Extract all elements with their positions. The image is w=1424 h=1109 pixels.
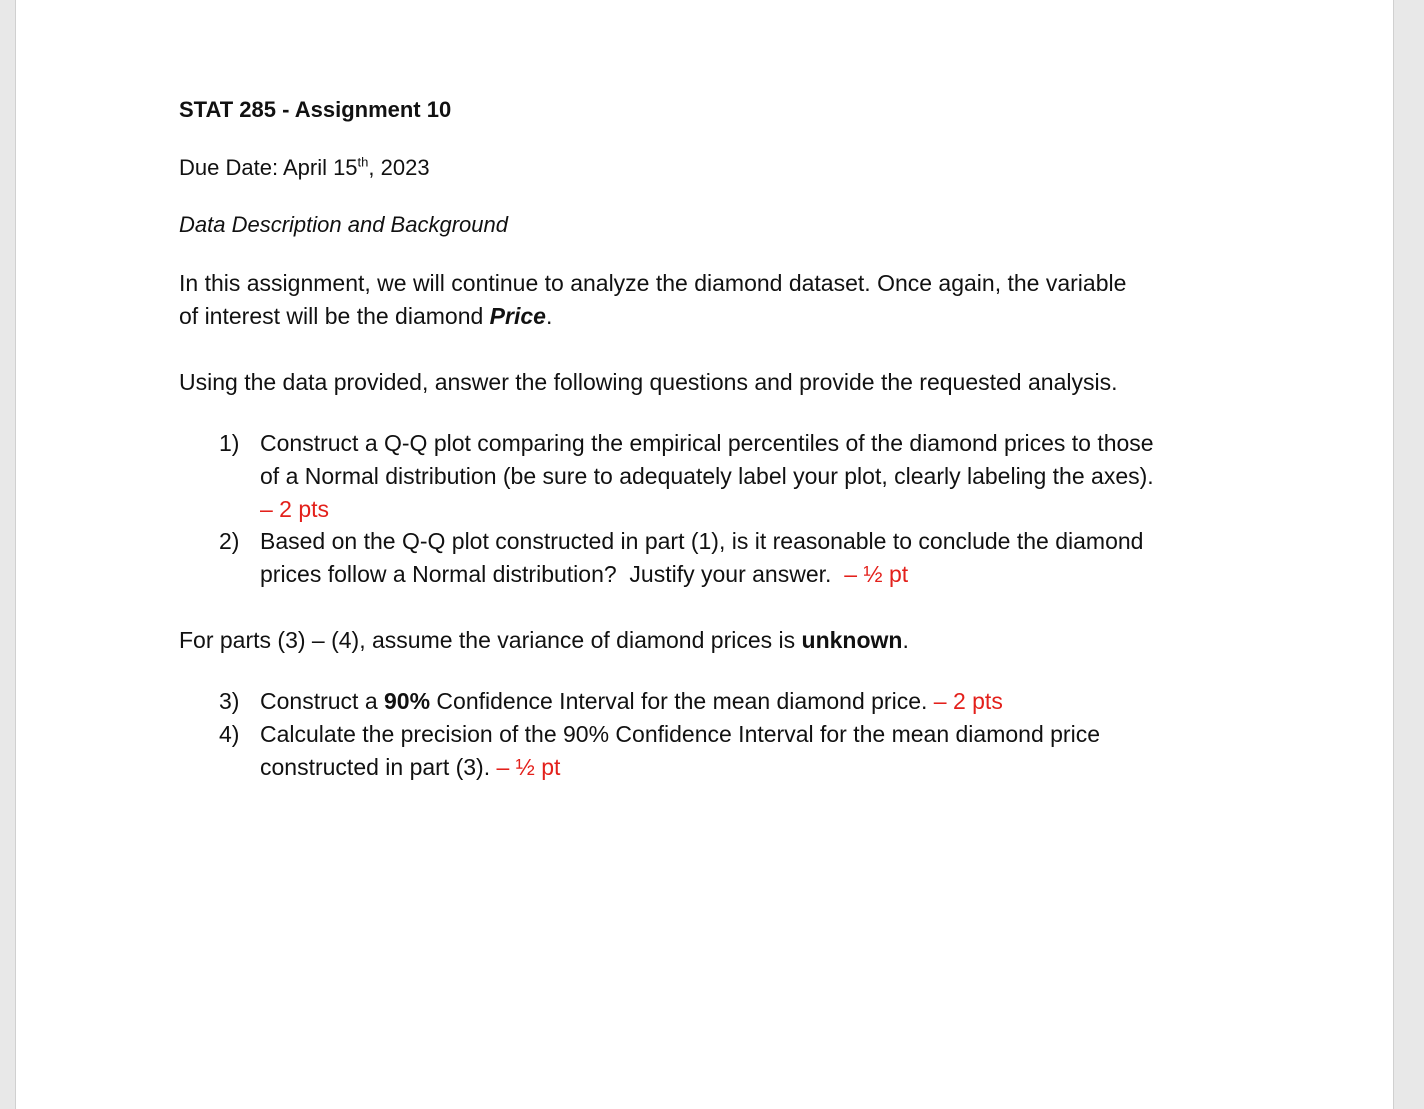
due-date-prefix: Due Date: April 15 — [179, 155, 358, 180]
due-date-suffix: , 2023 — [368, 155, 430, 180]
question-2-number: 2) — [219, 528, 240, 554]
question-4-line-2 — [260, 751, 560, 784]
question-3-number: 3) — [219, 688, 240, 714]
variance-note — [179, 624, 909, 657]
question-3-line — [260, 685, 1003, 718]
question-2-points: – ½ pt — [844, 561, 909, 587]
price-emphasis: Price — [489, 303, 546, 329]
question-4-line-1: Calculate the precision of the 90% Confidence Interval for the mean diamond price — [260, 721, 1100, 747]
question-2-line-1: Based on the Q-Q plot constructed in part (1), is it reasonable to conclude the diamond — [260, 528, 1144, 554]
question-4-points: – ½ pt — [496, 754, 561, 780]
question-4-line-2-text: constructed in part (3). — [260, 754, 497, 780]
question-3-points: – 2 pts — [933, 688, 1003, 714]
question-3-suffix: Confidence Interval for the mean diamond price. — [430, 688, 934, 714]
document-page — [15, 0, 1394, 1109]
document-title: STAT 285 - Assignment 10 — [179, 97, 452, 122]
question-3-prefix: Construct a — [260, 688, 384, 714]
ninety-percent-emphasis: 90% — [384, 688, 431, 714]
variance-note-prefix: For parts (3) – (4), assume the variance of diamond prices is — [179, 627, 802, 653]
due-date — [179, 151, 430, 184]
question-2-line-2-text: prices follow a Normal distribution? Justify your answer. — [260, 561, 845, 587]
question-4-number: 4) — [219, 721, 240, 747]
question-1-line-1: Construct a Q-Q plot comparing the empirical percentiles of the diamond prices to those — [260, 430, 1154, 456]
question-1-number: 1) — [219, 430, 240, 456]
intro-line-1: In this assignment, we will continue to analyze the diamond dataset. Once again, the variable — [179, 270, 1127, 296]
intro-line-2-suffix: . — [545, 303, 553, 329]
question-1-points: – 2 pts — [260, 496, 330, 522]
section-heading: Data Description and Background — [179, 212, 508, 237]
due-date-superscript: th — [357, 154, 369, 170]
question-1-line-2: of a Normal distribution (be sure to adequately label your plot, clearly labeling the axes). — [260, 463, 1154, 489]
question-2-line-2 — [260, 558, 908, 591]
intro-line-2 — [179, 300, 552, 333]
unknown-emphasis: unknown — [801, 627, 903, 653]
instruction-text: Using the data provided, answer the following questions and provide the requested analysis. — [179, 369, 1118, 395]
variance-note-suffix: . — [902, 627, 909, 653]
intro-line-2-prefix: of interest will be the diamond — [179, 303, 490, 329]
